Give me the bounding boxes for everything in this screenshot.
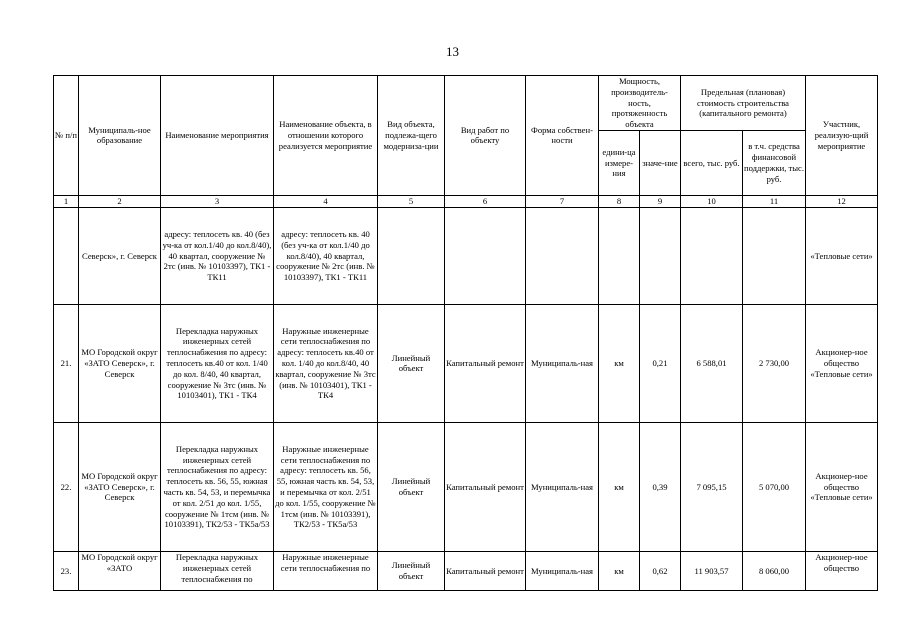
column-number-row <box>54 195 878 207</box>
column-number: 8 <box>599 195 640 207</box>
column-number: 11 <box>743 195 806 207</box>
table-row <box>54 304 878 422</box>
column-number: 4 <box>274 195 378 207</box>
header-capacity-value: значе-ние <box>640 130 681 195</box>
cell-ownership: Муниципаль-ная <box>526 551 599 590</box>
cell-support: 8 060,00 <box>743 551 806 590</box>
cell-num <box>54 207 79 304</box>
cell-work-type: Капитальный ремонт <box>445 304 526 422</box>
header-municipality: Муниципаль-ное образование <box>79 76 161 196</box>
cell-object-name: адресу: теплосеть кв. 40 (без уч-ка от кол.1/40 до кол.8/40), 40 квартал, сооружение № 2тс (инв. № 10103397), ТК1 - ТК11 <box>274 207 378 304</box>
header-cost-total: всего, тыс. руб. <box>681 130 743 195</box>
table-row <box>54 207 878 304</box>
header-num: № п/п <box>54 76 79 196</box>
cell-object-type: Линейный объект <box>378 551 445 590</box>
column-number: 10 <box>681 195 743 207</box>
cell-measure: Перекладка наружных инженерных сетей теплоснабжения по <box>161 551 274 590</box>
table-row <box>54 551 878 590</box>
cell-work-type: Капитальный ремонт <box>445 422 526 551</box>
works-table <box>53 75 878 591</box>
cell-municipality: МО Городской округ «ЗАТО Северск», г. Северск <box>79 304 161 422</box>
cell-unit <box>599 207 640 304</box>
cell-support <box>743 207 806 304</box>
cell-unit: км <box>599 551 640 590</box>
cell-unit: км <box>599 422 640 551</box>
cell-ownership: Муниципаль-ная <box>526 304 599 422</box>
column-number: 1 <box>54 195 79 207</box>
cell-object-type <box>378 207 445 304</box>
cell-participant: «Тепловые сети» <box>806 207 878 304</box>
cell-measure: адресу: теплосеть кв. 40 (без уч-ка от кол.1/40 до кол.8/40), 40 квартал, сооружение № 2тс (инв. № 10103397), ТК1 - ТК11 <box>161 207 274 304</box>
header-cost: Предельная (плановая) стоимость строительства (капитального ремонта) <box>681 76 806 131</box>
cell-support: 2 730,00 <box>743 304 806 422</box>
cell-work-type: Капитальный ремонт <box>445 551 526 590</box>
cell-value <box>640 207 681 304</box>
column-number: 5 <box>378 195 445 207</box>
column-number: 2 <box>79 195 161 207</box>
cell-participant: Акционер-ное общество <box>806 551 878 590</box>
column-number: 7 <box>526 195 599 207</box>
cell-object-name: Наружные инженерные сети теплоснабжения по адресу: теплосеть кв.40 от кол. 1/40 до кол.8/40, 40 квартал, сооружение № 3тс (инв. № 10103401), ТК1 - ТК4 <box>274 304 378 422</box>
table-row <box>54 422 878 551</box>
cell-object-type: Линейный объект <box>378 304 445 422</box>
cell-num: 21. <box>54 304 79 422</box>
header-object-type: Вид объекта, подлежа-щего модерниза-ции <box>378 76 445 196</box>
header-cost-support: в т.ч. средства финансовой поддержки, тыс. руб. <box>743 130 806 195</box>
cell-ownership <box>526 207 599 304</box>
cell-work-type <box>445 207 526 304</box>
header-ownership: Форма собствен-ности <box>526 76 599 196</box>
column-number: 6 <box>445 195 526 207</box>
cell-support: 5 070,00 <box>743 422 806 551</box>
column-number: 12 <box>806 195 878 207</box>
cell-total <box>681 207 743 304</box>
cell-total: 6 588,01 <box>681 304 743 422</box>
cell-unit: км <box>599 304 640 422</box>
header-work-type: Вид работ по объекту <box>445 76 526 196</box>
header-capacity-unit: едини-ца измере-ния <box>599 130 640 195</box>
cell-municipality: МО Городской округ «ЗАТО Северск», г. Северск <box>79 422 161 551</box>
cell-participant: Акционер-ное общество «Тепловые сети» <box>806 422 878 551</box>
cell-municipality: Северск», г. Северск <box>79 207 161 304</box>
header-object-name: Наименование объекта, в отношении которого реализуется мероприятие <box>274 76 378 196</box>
cell-num: 23. <box>54 551 79 590</box>
cell-object-type: Линейный объект <box>378 422 445 551</box>
cell-total: 7 095,15 <box>681 422 743 551</box>
cell-ownership: Муниципаль-ная <box>526 422 599 551</box>
header-capacity: Мощность, производитель-ность, протяженность объекта <box>599 76 681 131</box>
cell-object-name: Наружные инженерные сети теплоснабжения по <box>274 551 378 590</box>
table-header-row <box>54 76 878 131</box>
header-measure: Наименование мероприятия <box>161 76 274 196</box>
cell-num: 22. <box>54 422 79 551</box>
cell-municipality: МО Городской округ «ЗАТО <box>79 551 161 590</box>
column-number: 3 <box>161 195 274 207</box>
cell-value: 0,39 <box>640 422 681 551</box>
cell-measure: Перекладка наружных инженерных сетей теплоснабжения по адресу: теплосеть кв. 56, 55, южная часть кв. 54, 53, и перемычка от кол. 2/51 до кол. 1/55, сооружение № 1тсм (инв. № 10103391), ТК2/53 - ТК5а/53 <box>161 422 274 551</box>
cell-value: 0,62 <box>640 551 681 590</box>
header-participant: Участник, реализую-щий мероприятие <box>806 76 878 196</box>
cell-participant: Акционер-ное общество «Тепловые сети» <box>806 304 878 422</box>
page-number: 13 <box>446 44 459 59</box>
cell-total: 11 903,57 <box>681 551 743 590</box>
cell-value: 0,21 <box>640 304 681 422</box>
column-number: 9 <box>640 195 681 207</box>
cell-object-name: Наружные инженерные сети теплоснабжения по адресу: теплосеть кв. 56, 55, южная часть кв. 54, 53, и перемычка от кол. 2/51 до кол. 1/55, сооружение № 1тсм (инв. № 10103391), ТК2/53 - ТК5а/53 <box>274 422 378 551</box>
cell-measure: Перекладка наружных инженерных сетей теплоснабжения по адресу: теплосеть кв.40 от кол. 1/40 до кол. 8/40, 40 квартал, сооружение № 3тс (инв. № 10103401), ТК1 - ТК4 <box>161 304 274 422</box>
